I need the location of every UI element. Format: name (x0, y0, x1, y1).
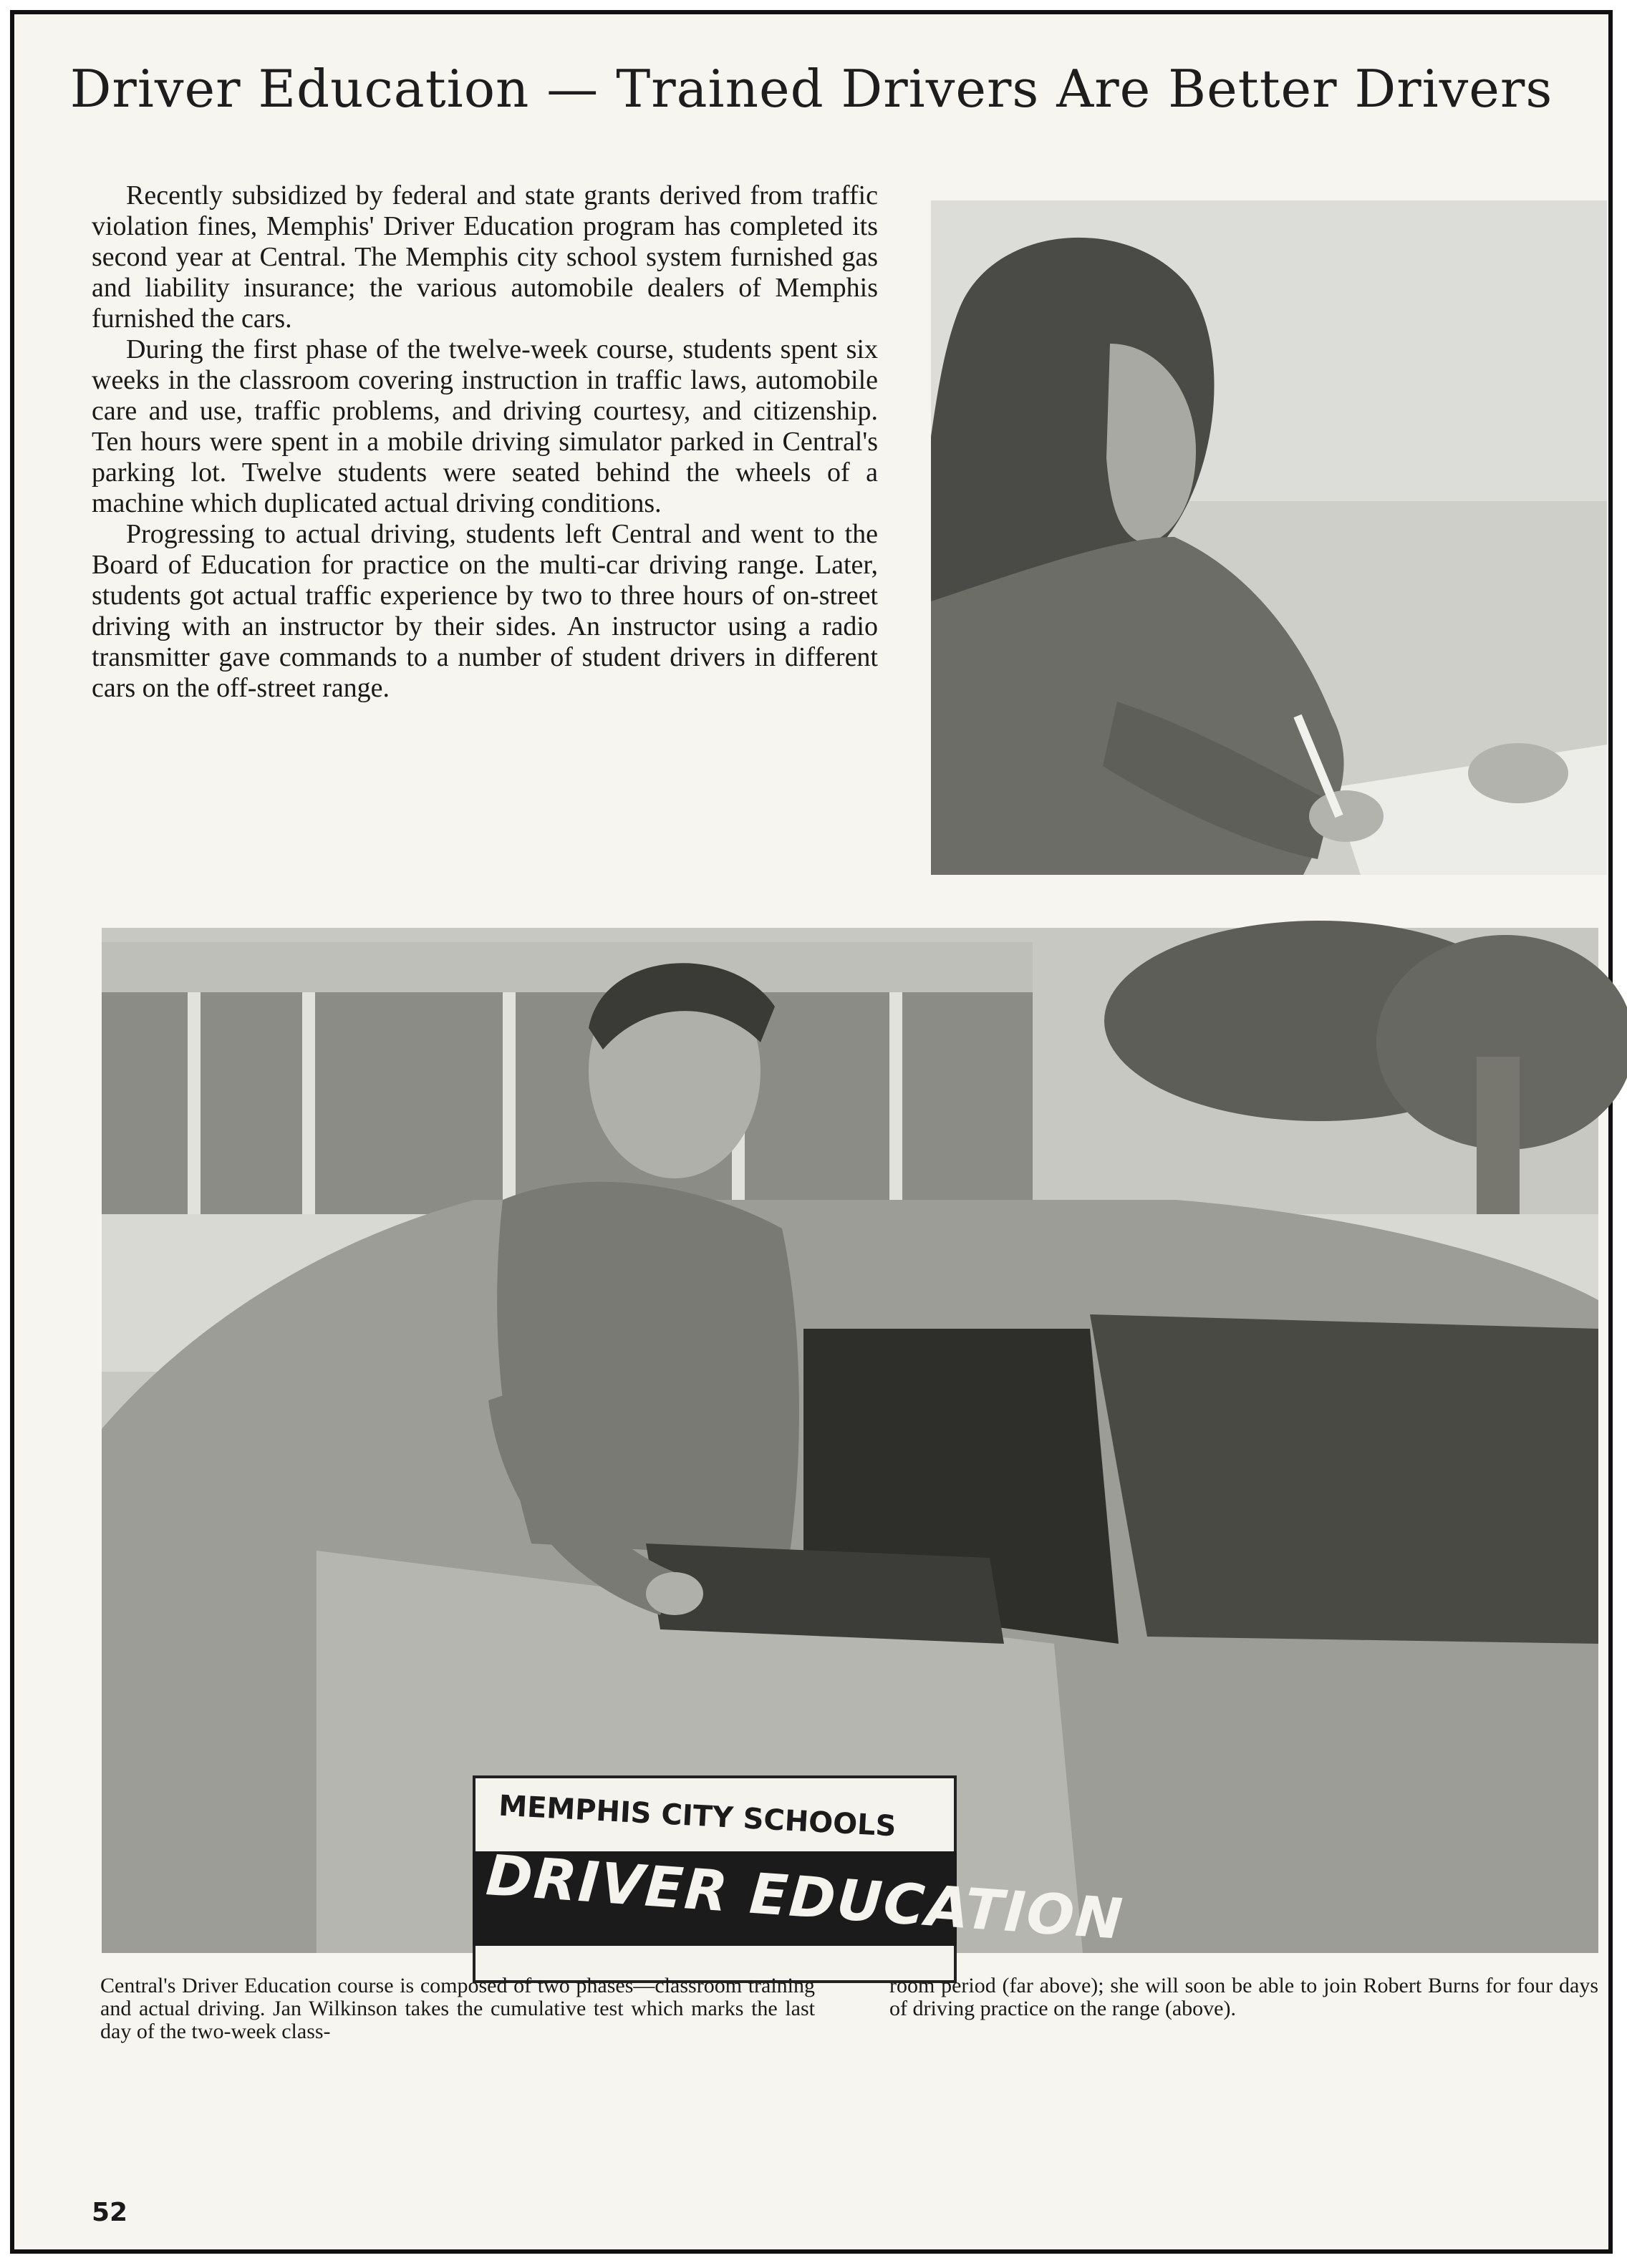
photo-student-taking-test (931, 200, 1607, 875)
sign-line-driver-education: DRIVER EDUCATION (483, 1843, 1126, 1953)
article-paragraph: Progressing to actual driving, students left Central and went to the Board of Education for practice on the multi-car driving range. Later, students got actual traffic experience by two to three hours of on-street driving with an instructor by their sides. An instructor using a radio transmitter gave commands to a number of student drivers in different cars on the off-street range. (92, 519, 878, 703)
car-door-sign (473, 1775, 1126, 1953)
photo-caption-left: Central's Driver Education course is composed of two phases—classroom training and actual driving. Jan Wilkinson takes the cumulative test which marks the last day of the two-week class- (100, 1974, 815, 2043)
article-body (92, 180, 878, 704)
article-paragraph: Recently subsidized by federal and state grants derived from traffic violation fines, Memphis' Driver Education program has completed its second year at Central. The Memphis city school system furnished gas and liability insurance; the various automobile dealers of Memphis furnished the cars. (92, 180, 878, 334)
sign-line-memphis-city-schools: MEMPHIS CITY SCHOOLS (498, 1789, 897, 1843)
page-number: 52 (92, 2198, 128, 2227)
page-frame (10, 10, 1613, 2254)
page-title: Driver Education — Trained Drivers Are Better Drivers (69, 59, 1553, 119)
photo-caption-right: room period (far above); she will soon be able to join Robert Burns for four days of driving practice on the range (above). (889, 1974, 1598, 2020)
article-paragraph: During the first phase of the twelve-week course, students spent six weeks in the classroom covering instruction in traffic laws, automobile care and use, traffic problems, and driving courtesy, and citizenship. Ten hours were spent in a mobile driving simulator parked in Central's parking lot. Twelve students were seated behind the wheels of a machine which duplicated actual driving conditions. (92, 334, 878, 518)
